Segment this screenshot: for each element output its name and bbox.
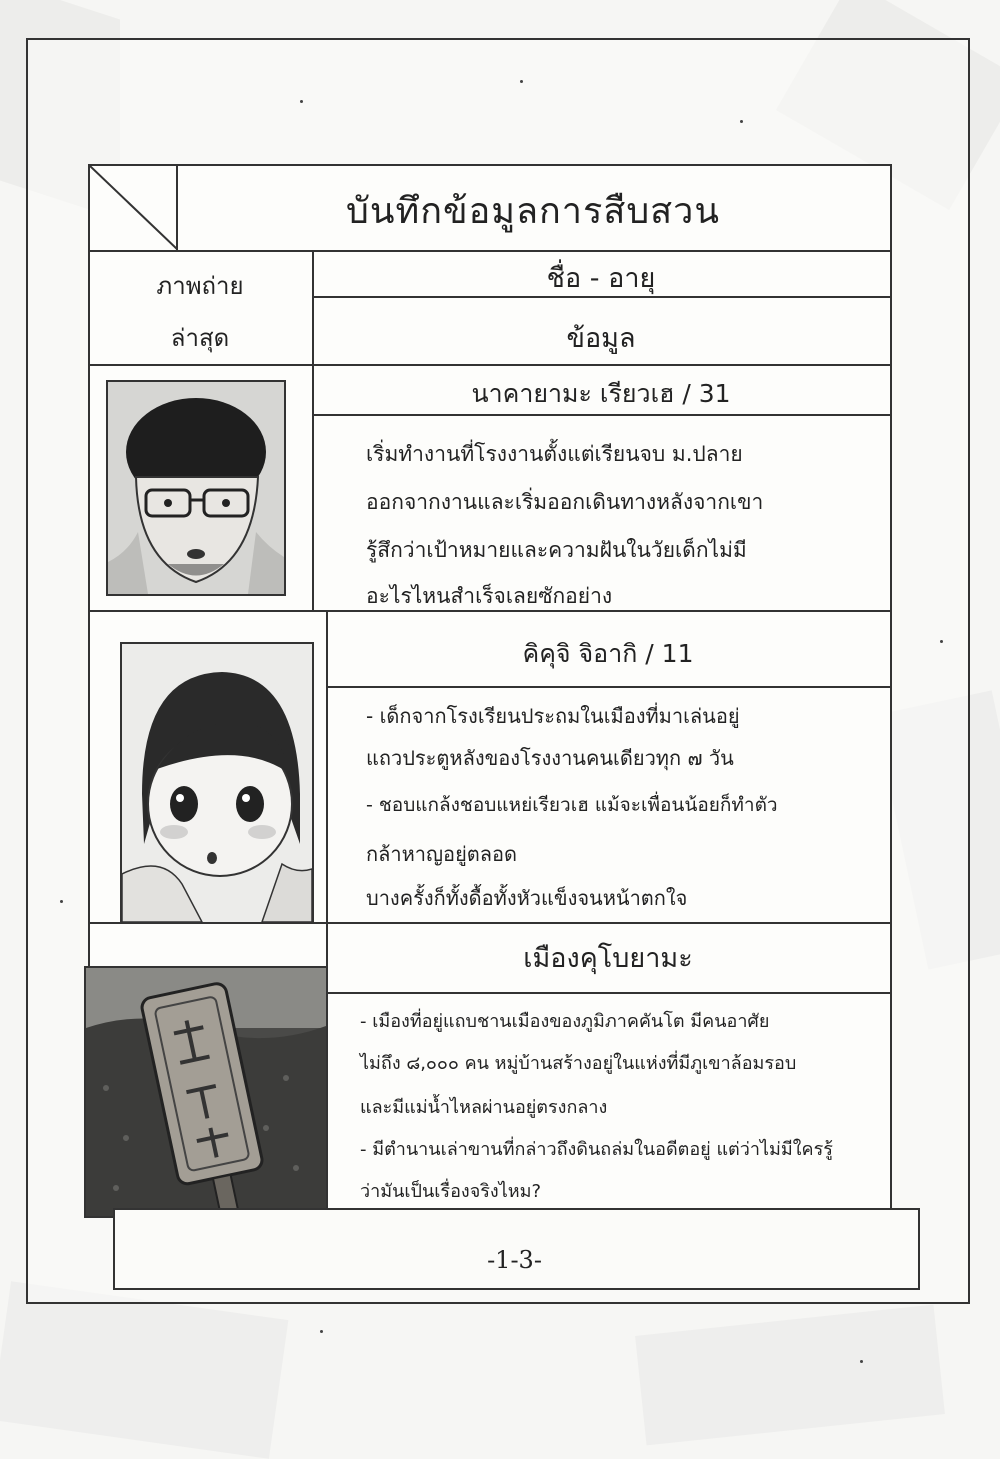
entry2-line2: แถวประตูหลังของโรงงานคนเดียวทุก ๗ วัน <box>366 746 734 770</box>
entry3-name-line <box>326 992 890 994</box>
entry2-line1: - เด็กจากโรงเรียนประถมในเมืองที่มาเล่นอยู่ <box>366 704 740 728</box>
girl-portrait-image <box>122 644 312 922</box>
ink-speck <box>520 80 523 83</box>
photo-ryohei <box>106 380 286 596</box>
entry3-line5: ว่ามันเป็นเรื่องจริงไหม? <box>360 1181 542 1202</box>
entry1-name: นาคายามะ เรียวเฮ / 31 <box>471 379 731 408</box>
entry2-line5: บางครั้งก็ทั้งดื้อทั้งหัวแข็งจนหน้าตกใจ <box>366 886 688 910</box>
photo-chiaki <box>120 642 314 924</box>
entry2-line4: กล้าหาญอยู่ตลอด <box>366 842 518 866</box>
record-title: บันทึกข้อมูลการสืบสวน <box>346 191 720 232</box>
man-portrait-image <box>108 382 284 594</box>
entry3-line4: - มีตำนานเล่าขานที่กล่าวถึงดินถล่มในอดีตอยู่ แต่ว่าไม่มีใครรู้ <box>360 1139 833 1160</box>
entry1-line1: เริ่มทำงานที่โรงงานตั้งแต่เรียนจบ ม.ปลาย <box>366 442 743 466</box>
photo-column-divider <box>312 250 314 610</box>
photo-kuboyama-sign <box>84 966 328 1218</box>
entry3-line3: และมีแม่น้ำไหลผ่านอยู่ตรงกลาง <box>360 1097 608 1118</box>
entry3-line1: - เมืองที่อยู่แถบชานเมืองของภูมิภาคคันโต มีคนอาศัย <box>360 1011 770 1032</box>
info-header-line <box>88 364 890 366</box>
title-bottom-line <box>88 250 890 252</box>
photo-header-line2: ล่าสุด <box>170 324 230 352</box>
ink-speck <box>860 1360 863 1363</box>
corner-diagonal <box>90 166 178 250</box>
entry1-line2: ออกจากงานและเริ่มออกเดินทางหลังจากเขา <box>366 490 764 514</box>
ink-speck <box>740 120 743 123</box>
ink-speck <box>300 100 303 103</box>
entry2-name-line <box>326 686 890 688</box>
entry1-line4: อะไรไหนสำเร็จเลยซักอย่าง <box>366 584 613 608</box>
paper-fragment <box>635 1305 945 1446</box>
info-header: ข้อมูล <box>566 323 636 354</box>
entry3-line2: ไม่ถึง ๘,๐๐๐ คน หมู่บ้านสร้างอยู่ในแห่งที่มีภูเขาล้อมรอบ <box>360 1053 797 1074</box>
ink-speck <box>320 1330 323 1333</box>
entry1-name-line <box>312 414 890 416</box>
town-sign-image <box>86 968 326 1216</box>
ink-speck <box>60 900 63 903</box>
paper-fragment <box>0 1281 288 1459</box>
ink-speck <box>940 640 943 643</box>
entry1-line3: รู้สึกว่าเป้าหมายและความฝันในวัยเด็กไม่มี <box>366 538 747 562</box>
entry2-line3: - ชอบแกล้งชอบแหย่เรียวเฮ แม้จะเพื่อนน้อยก็ทำตัว <box>366 794 778 816</box>
page-number: -1-3- <box>487 1246 542 1274</box>
photo-header-line1: ภาพถ่าย <box>156 272 244 300</box>
entry3-name: เมืองคุโบยามะ <box>523 943 693 974</box>
entry2-name: คิคุจิ จิอากิ / 11 <box>522 639 694 668</box>
name-age-header: ชื่อ - อายุ <box>546 263 656 294</box>
